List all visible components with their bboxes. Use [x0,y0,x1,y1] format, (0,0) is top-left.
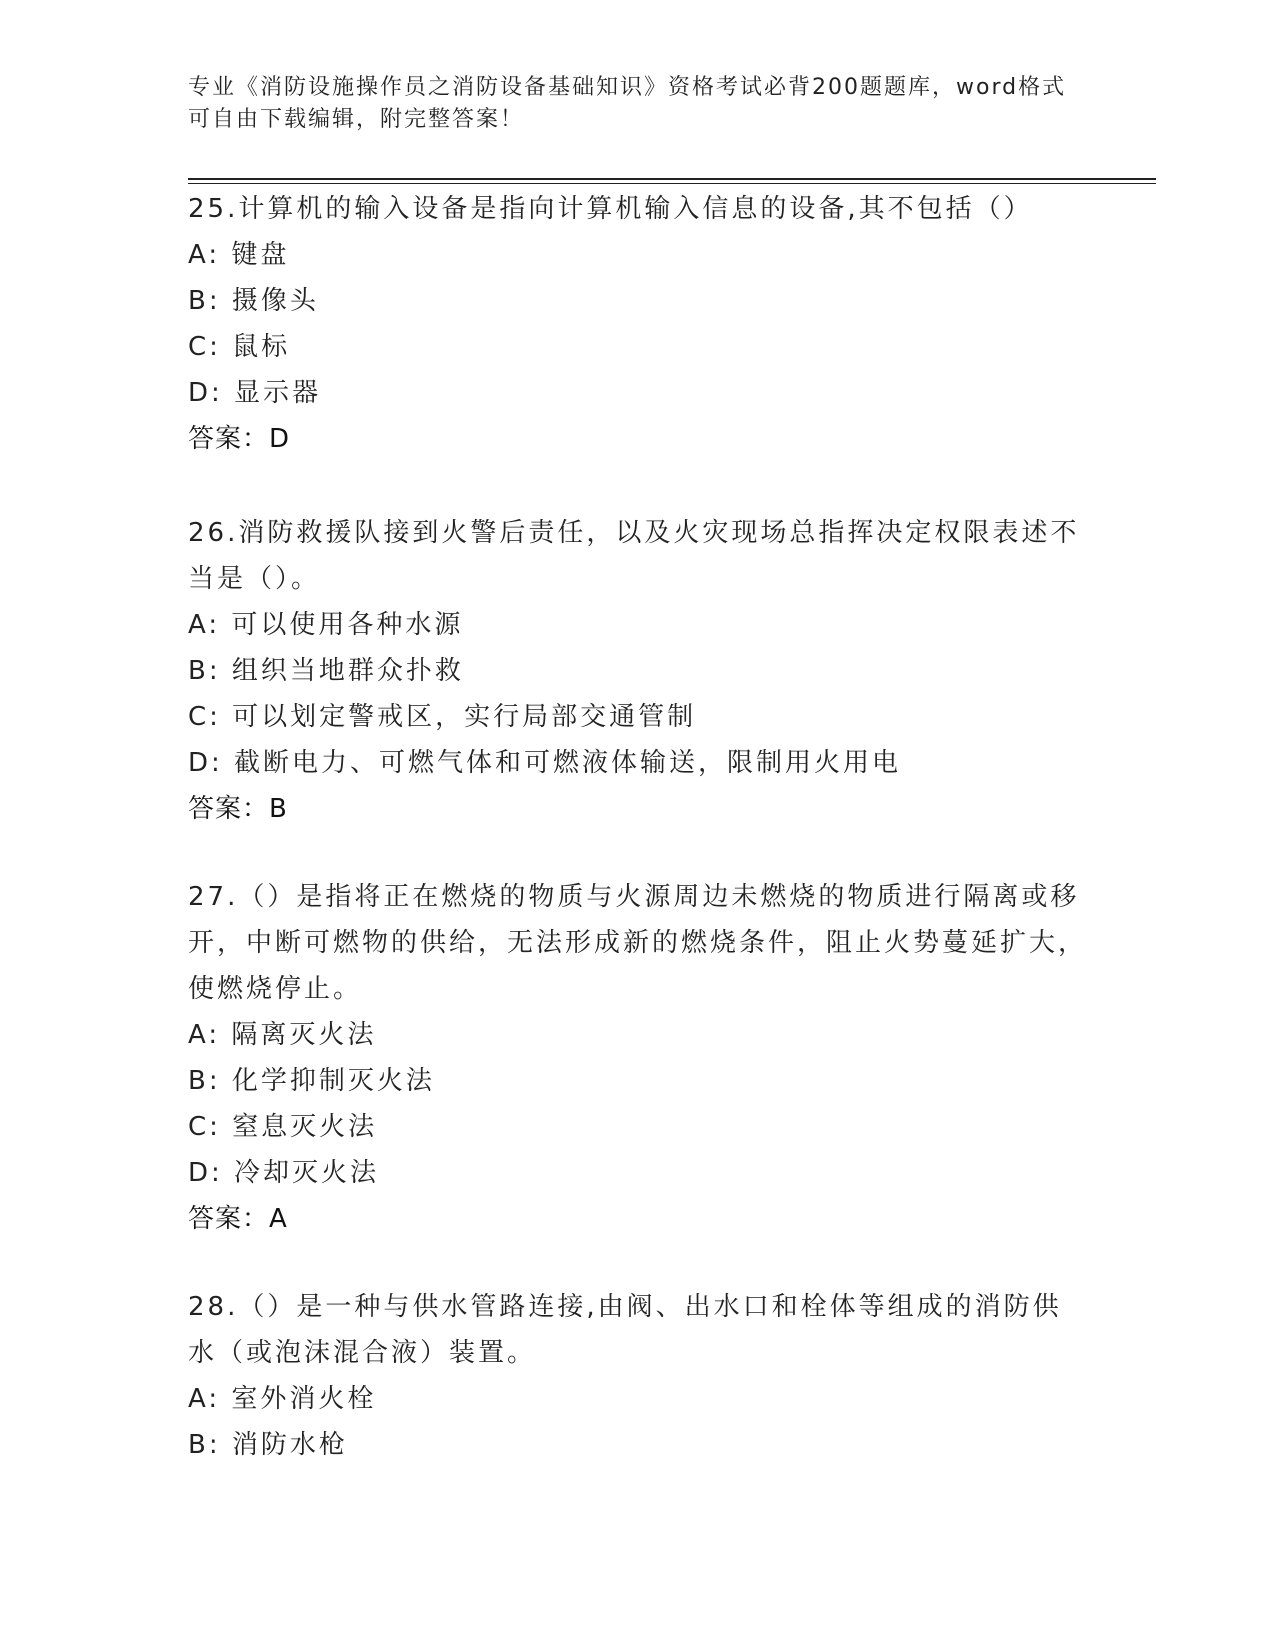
option-d: D: 显示器 [188,378,322,408]
option-d: D: 截断电力、可燃气体和可燃液体输送，限制用火用电 [188,748,902,778]
answer-value: A [269,1204,288,1234]
question-stem: 25.计算机的输入设备是指向计算机输入信息的设备,其不包括（） [188,194,1033,224]
option-b: B: 化学抑制灭火法 [188,1066,435,1096]
option-b: B: 消防水枪 [188,1430,348,1460]
option-c: C: 窒息灭火法 [188,1112,378,1142]
answer-value: D [269,424,291,454]
option-d: D: 冷却灭火法 [188,1158,380,1188]
question-stem: 28.（）是一种与供水管路连接,由阀、出水口和栓体等组成的消防供水（或泡沫混合液）装置。 [188,1292,1062,1368]
question-28 [188,1284,1088,1468]
header-divider-thick [188,178,1156,180]
header-divider-thin [188,183,1156,184]
option-a: A: 键盘 [188,240,290,270]
answer-label: 答案： [188,424,270,454]
question-25 [188,186,1088,462]
answer-line [188,416,1088,462]
option-b: B: 摄像头 [188,286,319,316]
question-stem: 26.消防救援队接到火警后责任，以及火灾现场总指挥决定权限表述不当是（）。 [188,518,1080,594]
option-c: C: 鼠标 [188,332,291,362]
option-a: A: 可以使用各种水源 [188,610,464,640]
answer-label: 答案： [188,1204,270,1234]
document-intro-text: 专业《消防设施操作员之消防设备基础知识》资格考试必背200题题库，word格式可自由下载编辑，附完整答案！ [188,75,1067,132]
answer-line [188,786,1088,832]
answer-line [188,1196,1088,1242]
option-a: A: 隔离灭火法 [188,1020,377,1050]
option-b: B: 组织当地群众扑救 [188,656,464,686]
option-a: A: 室外消火栓 [188,1384,377,1414]
answer-label: 答案： [188,794,270,824]
option-c: C: 可以划定警戒区，实行局部交通管制 [188,702,697,732]
question-stem: 27.（）是指将正在燃烧的物质与火源周边未燃烧的物质进行隔离或移开，中断可燃物的供给，无法形成新的燃烧条件，阻止火势蔓延扩大，使燃烧停止。 [188,882,1088,1004]
question-26 [188,510,1088,832]
answer-value: B [269,794,288,824]
question-27 [188,874,1088,1242]
